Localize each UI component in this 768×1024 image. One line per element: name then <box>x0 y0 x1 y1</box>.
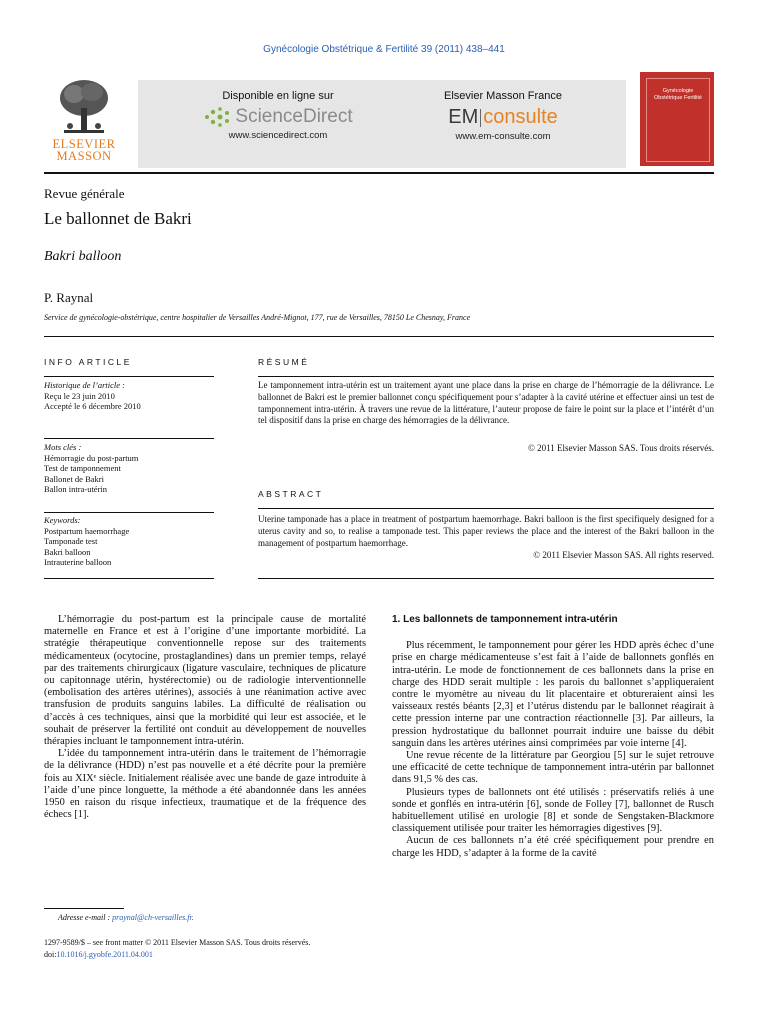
keywords-divider <box>44 438 214 439</box>
keywords-divider <box>44 512 214 513</box>
footnote-divider <box>44 908 124 909</box>
article-history: Historique de l’article : Reçu le 23 juin 2010 Accepté le 6 décembre 2010 <box>44 380 141 411</box>
keyword: Bakri balloon <box>44 546 91 557</box>
paragraph: Une revue récente de la littérature par Georgiou [5] sur le sujet retrouve une efficacité de cette technique de tamponnement intra-utérin par ballonnet dans 91,5 % des cas. <box>392 750 714 786</box>
article-english-title: Bakri balloon <box>44 249 122 264</box>
sciencedirect-dots-icon <box>203 106 233 128</box>
resume-heading: RÉSUMÉ <box>258 357 310 367</box>
paragraph: Aucun de ces ballonnets n’a été créé spécifiquement pour prendre en charge les HDD, s’adapter à la forme de la cavité <box>392 835 714 859</box>
cover-title: Gynécologie Obstétrique Fertilité <box>654 88 702 101</box>
article-type: Revue générale <box>44 186 125 201</box>
keyword: Ballon intra-utérin <box>44 484 108 494</box>
journal-reference[interactable]: Gynécologie Obstétrique & Fertilité 39 (2011) 438–441 <box>263 44 505 55</box>
elsevier-tree-icon <box>58 78 110 136</box>
keyword: Ballonet de Bakri <box>44 473 104 484</box>
resume-text: Le tamponnement intra-utérin est un traitement ayant une place dans la prise en charge de l’hémorragie de la délivrance. Le ballonnet de Bakri est le premier ballonnet conçu spécifiquement pour s’adapter à la cavité utérine et effectuer ainsi un test de tamponnement intra-utérin. À travers une revue de la littérature, l’auteur propose de faire le point sur la place et l’intérêt d’un tel dispositif dans la prise en charge des hémorragies de la délivrance. <box>258 380 714 426</box>
doi-line: doi:10.1016/j.gyobfe.2011.04.001 <box>44 950 153 959</box>
publisher-name: ELSEVIER MASSON <box>52 137 116 163</box>
publisher-logo[interactable] <box>44 78 124 168</box>
keyword: Tamponade test <box>44 536 98 546</box>
online-availability-banner <box>138 80 626 168</box>
info-divider <box>44 376 214 377</box>
paragraph: L’idée du tamponnement intra-utérin dans le traitement de l’hémorragie de la délivrance (HDD) n’est pas nouvelle et a été décrite pour la première fois au XIXᵉ siècle. Initialement réalisée avec une bande de gaze introduite à l’aide d’une pince longuette, la méthode a été abandonnée dans les années 1950 en raison du risque infectieux, traumatique et de la fréquence des échecs [1]. <box>44 748 366 821</box>
paragraph: Plus récemment, le tamponnement pour gérer les HDD après échec d’une prise en charge médicamenteuse s’est fait à l’aide de ballonnets gonflés en intra-utérin. Le mode de fonctionnement de ces ballonnets dans la prise en charge des HDD serait multiple : les parois du ballonnet s’appliqueraient contre le myomètre au niveau du lit placentaire et obtureraient ainsi les vaisseaux restés béants [2,3] et l’utérus distendu par le ballonnet réagirait à cette pression interne par une contraction réactionnelle [3]. Par ailleurs, la pression hydrostatique du ballonnet pourrait induire une baisse du débit sanguin dans les artères utérines ainsi comprimées par voie interne [4]. <box>392 640 714 749</box>
abstract-end-divider <box>258 578 714 579</box>
info-article-heading: INFO ARTICLE <box>44 357 132 367</box>
section-heading: 1. Les ballonnets de tamponnement intra-utérin <box>392 614 618 625</box>
keyword: Hémorragie du post-partum <box>44 452 139 463</box>
article-title: Le ballonnet de Bakri <box>44 209 192 228</box>
sciencedirect-link[interactable]: Disponible en ligne sur ScienceDirect www.sciencedirect.com <box>178 90 378 141</box>
emconsulte-logo: EM consulte <box>448 106 558 128</box>
affiliation: Service de gynécologie-obstétrique, centre hospitalier de Versailles André-Mignot, 177, rue de Versailles, 78150 Le Chesnay, France <box>44 313 471 322</box>
body-column-right <box>392 614 714 860</box>
title-divider <box>44 336 714 337</box>
author: P. Raynal <box>44 290 94 305</box>
abstract-copyright: © 2011 Elsevier Masson SAS. All rights reserved. <box>533 550 714 560</box>
header-divider <box>44 172 714 174</box>
keyword: Test de tamponnement <box>44 463 121 473</box>
footnote: Adresse e-mail : praynal@ch-versailles.fr. <box>58 913 194 922</box>
paragraph: L’hémorragie du post-partum est la principale cause de mortalité maternelle en France et est à l’origine d’une importante morbidité. La stratégie thérapeutique conventionnelle repose sur des traitements médicamenteux (ocytocine, prostaglandines) dans un premier temps, relayé par des traitements chirurgicaux (ligature vasculaire, techniques de plicature ou capitonnage utérin, hystérectomie) ou de radiologie interventionnelle (embolisation des artères utérines), associés à une réanimation active avec transfusion de produits sanguins labiles. La difficulté de réalisation ou d’accès à ces techniques, ainsi que la morbidité qui leur est associée, et le souhait de préserver la fertilité ont conduit au développement de nouvelles thérapies incluant le tamponnement intra-utérin. <box>44 614 366 748</box>
paragraph: Plusieurs types de ballonnets ont été utilisés : préservatifs reliés à une sonde et gonflés en intra-utérin [6], sonde de Folley [7], ballonnet de Rusch habituellement utilisé en urologie [8] et sonde de Sengstaken-Blackmore classiquement utilisée pour traiter les hémorragies digestives [9]. <box>392 786 714 835</box>
abstract-divider <box>258 508 714 509</box>
info-end-divider <box>44 578 214 579</box>
abstract-text: Uterine tamponade has a place in treatment of postpartum haemorrhage. Bakri balloon is the first specifiquely designed for a uterus cavity and so, to realise a tamponade test. This paper reviews the place and the interest of the Bakri balloon in the management of postpartum haemorrhage. <box>258 514 714 548</box>
issn-line: 1297-9589/$ – see front matter © 2011 Elsevier Masson SAS. Tous droits réservés. <box>44 938 311 947</box>
resume-copyright: © 2011 Elsevier Masson SAS. Tous droits réservés. <box>528 443 714 453</box>
doi-link[interactable]: 10.1016/j.gyobfe.2011.04.001 <box>56 950 153 959</box>
keyword: Postpartum haemorrhage <box>44 525 130 536</box>
keyword: Intrauterine balloon <box>44 557 112 567</box>
body-column-left <box>44 614 366 821</box>
resume-divider <box>258 376 714 377</box>
abstract-heading: ABSTRACT <box>258 489 324 499</box>
emconsulte-link[interactable]: Elsevier Masson France EM consulte www.em-consulte.com <box>398 90 608 142</box>
author-email-link[interactable]: praynal@ch-versailles.fr. <box>112 913 194 922</box>
keywords-en: Keywords: Postpartum haemorrhage Tamponade test Bakri balloon Intrauterine balloon <box>44 515 214 568</box>
keywords-fr: Mots clés : Hémorragie du post-partum Test de tamponnement Ballonet de Bakri Ballon intra-utérin <box>44 442 214 495</box>
sciencedirect-logo: ScienceDirect <box>178 106 378 128</box>
journal-cover-thumbnail[interactable] <box>640 72 714 166</box>
